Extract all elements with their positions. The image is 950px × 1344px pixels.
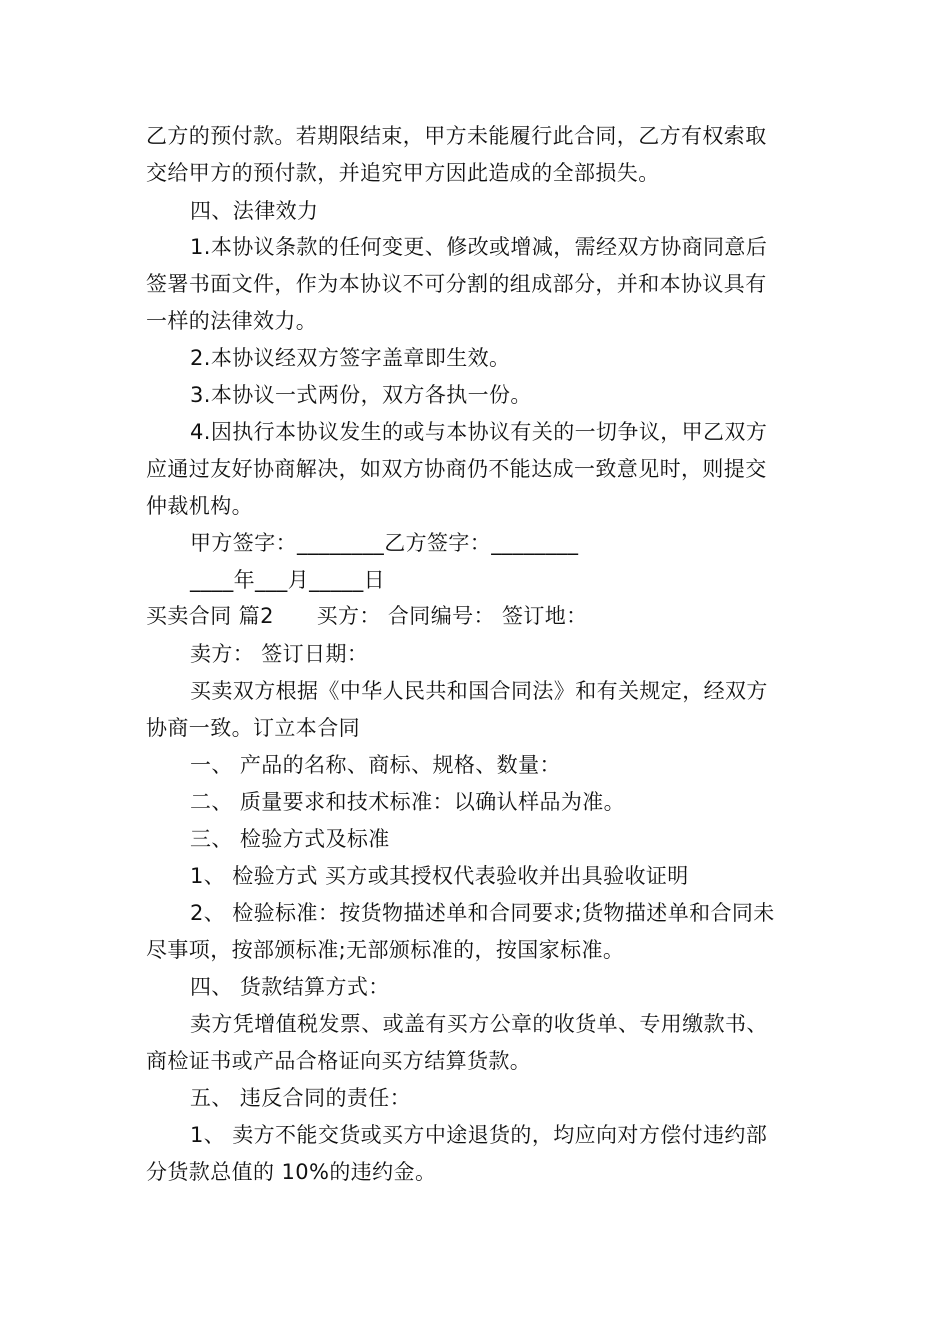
section-heading: 一、 产品的名称、商标、规格、数量：: [190, 753, 561, 777]
text-line: 尽事项，按部颁标准;无部颁标准的，按国家标准。: [146, 938, 625, 962]
text-line: 协商一致。订立本合同: [146, 716, 360, 740]
text-line: 3.本协议一式两份，双方各执一份。: [190, 383, 532, 407]
text-line: 买卖双方根据《中华人民共和国合同法》和有关规定，经双方: [190, 679, 768, 703]
text-line: 1.本协议条款的任何变更、修改或增减，需经双方协商同意后: [190, 235, 768, 259]
text-line: 2.本协议经双方签字盖章即生效。: [190, 346, 511, 370]
text-line: 1、 卖方不能交货或买方中途退货的，均应向对方偿付违约部: [190, 1123, 768, 1147]
text-line: 应通过友好协商解决，如双方协商仍不能达成一致意见时，则提交: [146, 457, 767, 481]
text-line: 4.因执行本协议发生的或与本协议有关的一切争议，甲乙双方: [190, 420, 768, 444]
text-line: 1、 检验方式 买方或其授权代表验收并出具验收证明: [190, 864, 689, 888]
text-line: 卖方： 签订日期：: [190, 642, 369, 666]
signature-line: 甲方签字：________乙方签字：________: [190, 531, 579, 555]
text-line: 分货款总值的 10%的违约金。: [146, 1160, 437, 1184]
text-line: 乙方的预付款。若期限结束，甲方未能履行此合同，乙方有权索取: [146, 124, 767, 148]
section-heading: 四、 货款结算方式：: [190, 975, 390, 999]
contract-header: 买卖合同 篇2 买方： 合同编号： 签订地：: [146, 604, 588, 628]
section-heading: 五、 违反合同的责任：: [190, 1086, 412, 1110]
text-line: 2、 检验标准：按货物描述单和合同要求;货物描述单和合同未: [190, 901, 775, 925]
date-line: ____年___月_____日: [190, 568, 385, 592]
section-heading: 二、 质量要求和技术标准：以确认样品为准。: [190, 790, 626, 814]
section-heading: 三、 检验方式及标准: [190, 827, 390, 851]
text-line: 商检证书或产品合格证向买方结算货款。: [146, 1049, 532, 1073]
text-line: 一样的法律效力。: [146, 309, 318, 333]
text-line: 卖方凭增值税发票、或盖有买方公章的收货单、专用缴款书、: [190, 1012, 768, 1036]
section-heading: 四、法律效力: [190, 199, 319, 223]
text-line: 签署书面文件，作为本协议不可分割的组成部分，并和本协议具有: [146, 272, 767, 296]
text-line: 仲裁机构。: [146, 494, 253, 518]
text-line: 交给甲方的预付款，并追究甲方因此造成的全部损失。: [146, 161, 660, 185]
